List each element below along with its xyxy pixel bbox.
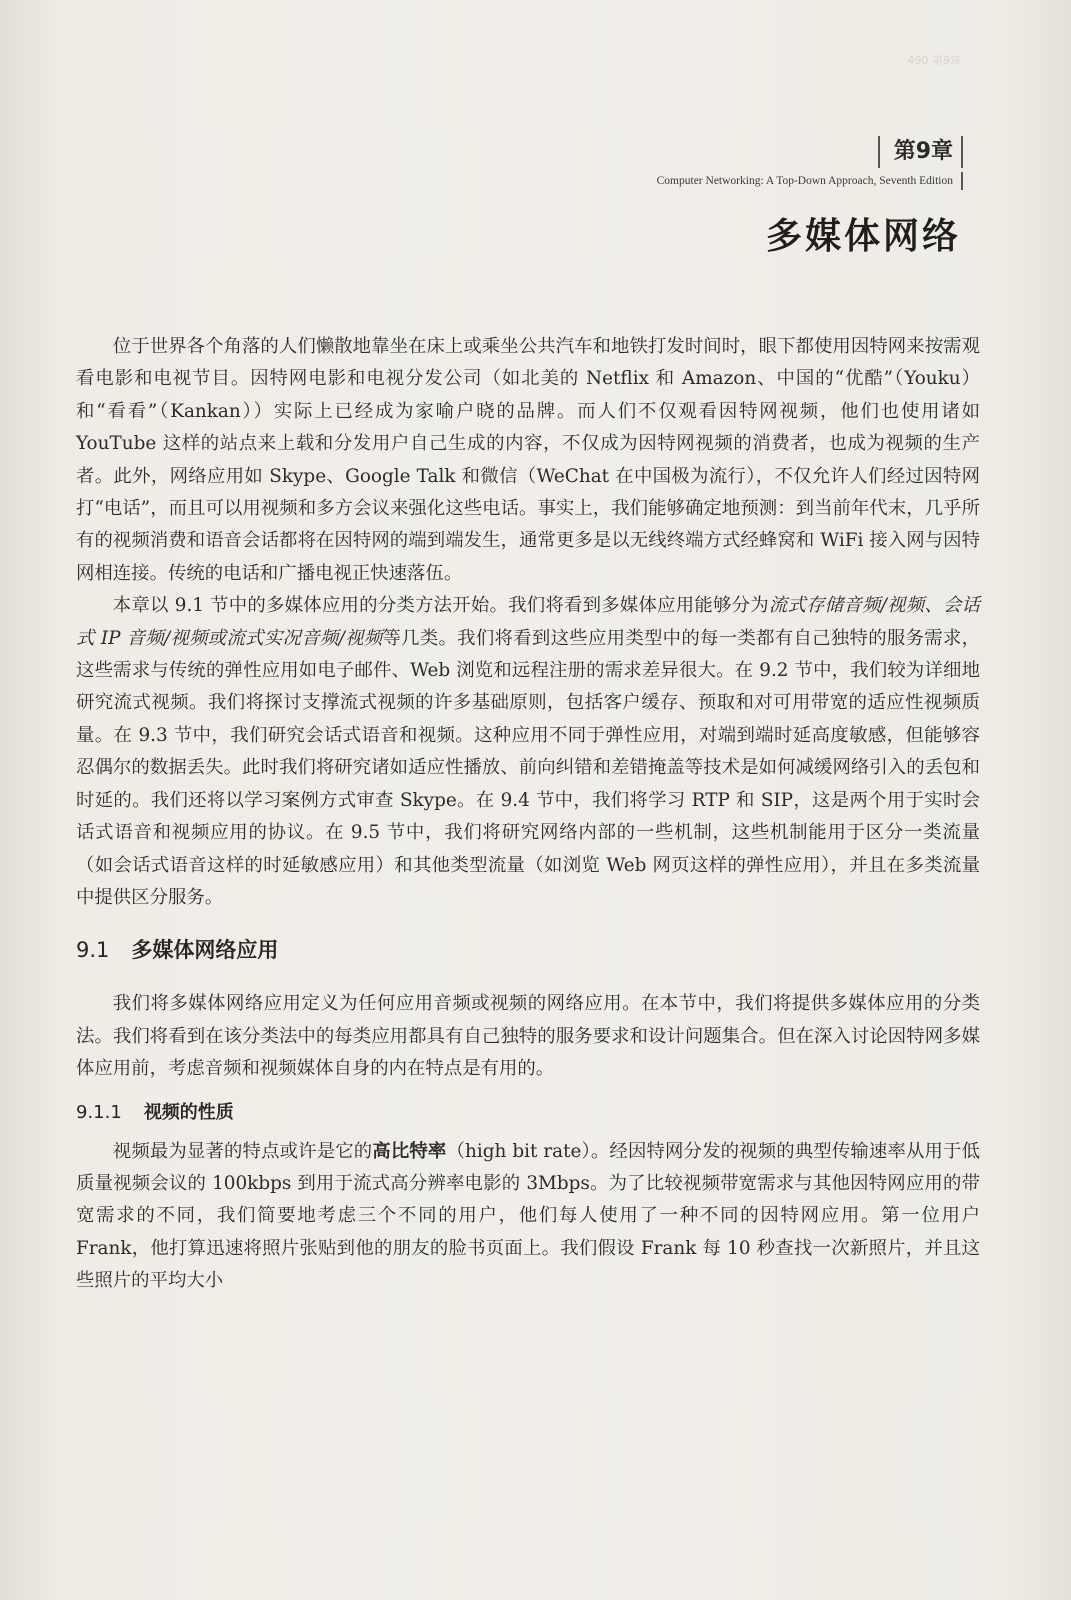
section-9-1-paragraph: 我们将多媒体网络应用定义为任何应用音频或视频的网络应用。在本节中，我们将提供多媒体应用的分类法。我们将看到在该分类法中的每类应用都具有自己独特的服务要求和设计问题集合。但在深入讨论因特网多媒体应用前，考虑音频和视频媒体自身的内在特点是有用的。 (76, 993, 980, 1080)
key-term: 高比特率 (372, 1140, 447, 1162)
section-number: 9.1 (76, 938, 110, 963)
book-subtitle: Computer Networking: A Top-Down Approach, Seventh Edition (657, 172, 963, 190)
chapter-label-row (657, 136, 963, 168)
page-body (76, 331, 980, 1298)
subsection-title: 视频的性质 (143, 1101, 234, 1123)
section-title: 多媒体网络应用 (131, 938, 279, 963)
subsection-heading-9-1-1 (76, 1096, 980, 1130)
p-text-a: 视频最为显著的特点或许是它的 (112, 1140, 373, 1162)
intro-p2-emphasis: 流式存储音频/视频、会话式 IP 音频/视频或流式实况音频/视频 (76, 595, 980, 649)
p-text-b: （high bit rate）。经因特网分发的视频的典型传输速率从用于低质量视频会议的 100kbps 到用于流式高分辨率电影的 3Mbps。为了比较视频带宽需求与其他因特网应用的带宽需求的不同，我们简要地考虑三个不同的用户，他们每人使用了一种不同的因特网应用。第一位用户 Frank，他打算迅速将照片张贴到他的朋友的脸书页面上。我们假设 Frank 每 10 秒查找一次新照片，并且这些照片的平均大小 (76, 1140, 980, 1292)
book-subtitle-row (657, 168, 963, 190)
intro-p2-text-b: 等几类。我们将看到这些应用类型中的每一类都有自己独特的服务需求，这些需求与传统的弹性应用如电子邮件、Web 浏览和远程注册的需求差异很大。在 9.2 节中，我们较为详细地研究流式视频。我们将探讨支撑流式视频的许多基础原则，包括客户缓存、预取和对可用带宽的适应性视频质量。在 9.3 节中，我们研究会话式语音和视频。这种应用不同于弹性应用，对端到端时延高度敏感，但能够容忍偶尔的数据丢失。此时我们将研究诸如适应性播放、前向纠错和差错掩盖等技术是如何减缓网络引入的丢包和时延的。我们还将以学习案例方式审查 Skype。在 9.4 节中，我们将学习 RTP 和 SIP，这是两个用于实时会话式语音和视频应用的协议。在 9.5 节中，我们将研究网络内部的一些机制，这些机制能用于区分一类流量（如会话式语音这样的时延敏感应用）和其他类型流量（如浏览 Web 网页这样的弹性应用），并且在多类流量中提供区分服务。 (76, 627, 980, 908)
intro-p2-text-a: 本章以 9.1 节中的多媒体应用的分类方法开始。我们将看到多媒体应用能够分为 (112, 595, 769, 617)
intro-paragraph-1: 位于世界各个角落的人们懒散地靠坐在床上或乘坐公共汽车和地铁打发时间时，眼下都使用因特网来按需观看电影和电视节目。因特网电影和电视分发公司（如北美的 Netflix 和 Amazon、中国的“优酷”（Youku）和“看看”（Kankan））实际上已经成为家喻户晓的品牌。而人们不仅观看因特网视频，他们也使用诸如 YouTube 这样的站点来上载和分发用户自己生成的内容，不仅成为因特网视频的消费者，也成为视频的生产者。此外，网络应用如 Skype、Google Talk 和微信（WeChat 在中国极为流行），不仅允许人们经过因特网打“电话”，而且可以用视频和多方会议来强化这些电话。事实上，我们能够确定地预测：到当前年代末，几乎所有的视频消费和语音会话都将在因特网的端到端发生，通常更多是以无线终端方式经蜂窝和 WiFi 接入网与因特网相连接。传统的电话和广播电视正快速落伍。 (76, 336, 980, 584)
chapter-title: 多媒体网络 (765, 215, 961, 257)
section-heading-9-1 (76, 930, 980, 970)
section-9-1-1-paragraph (76, 1136, 980, 1298)
chapter-label: 第9章 (878, 136, 963, 168)
running-header (0, 52, 1071, 74)
chapter-heading (657, 136, 963, 190)
intro-paragraph-2 (76, 590, 980, 914)
running-header-text: 490 第9章 (907, 54, 961, 67)
subsection-number: 9.1.1 (76, 1101, 122, 1123)
